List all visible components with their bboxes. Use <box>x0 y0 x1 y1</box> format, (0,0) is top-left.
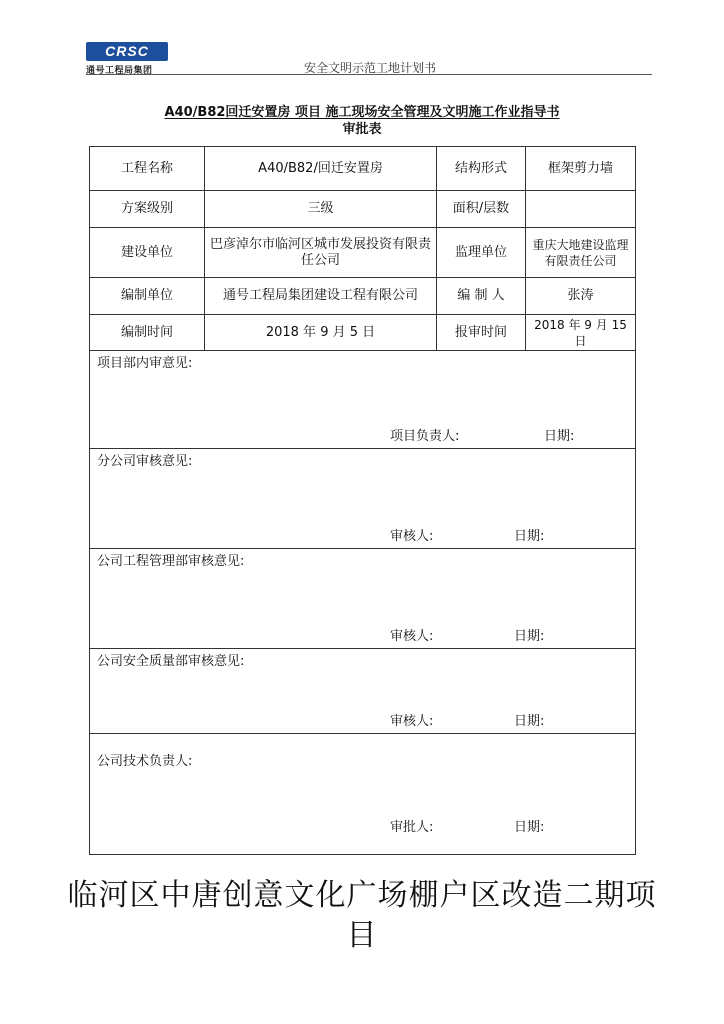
opinion-date: 日期: <box>514 714 545 729</box>
table-row <box>90 734 636 855</box>
table-row <box>90 449 636 549</box>
opinion-signer: 项目负责人: <box>390 429 460 444</box>
label-structure: 结构形式 <box>437 147 526 191</box>
opinion-date: 日期: <box>514 820 545 835</box>
label-client: 建设单位 <box>90 228 205 278</box>
opinion-title: 分公司审核意见: <box>97 454 193 469</box>
opinion-branch <box>90 449 636 549</box>
table-row <box>90 549 636 649</box>
company-logo <box>86 42 172 76</box>
label-plan-level: 方案级别 <box>90 191 205 228</box>
project-name-footer: 临河区中唐创意文化广场棚户区改造二期项目 <box>67 878 657 953</box>
opinion-date: 日期: <box>514 529 545 544</box>
opinion-title: 公司安全质量部审核意见: <box>97 654 245 669</box>
opinion-title: 项目部内审意见: <box>97 356 193 371</box>
opinion-safety-dept <box>90 649 636 734</box>
label-compile-date: 编制时间 <box>90 315 205 351</box>
opinion-title: 公司技术负责人: <box>97 754 193 769</box>
header-title: 安全文明示范工地计划书 <box>303 61 436 75</box>
label-submit-date: 报审时间 <box>437 315 526 351</box>
value-supervisor: 重庆大地建设监理有限责任公司 <box>526 228 636 278</box>
opinion-engineering-dept <box>90 549 636 649</box>
label-author-unit: 编制单位 <box>90 278 205 315</box>
opinion-date: 日期: <box>514 629 545 644</box>
document-title-main: A40/B82回迁安置房 项目 施工现场安全管理及文明施工作业指导书 <box>164 105 560 120</box>
document-title-sub: 审批表 <box>342 122 382 137</box>
table-row <box>90 315 636 351</box>
value-plan-level: 三级 <box>205 191 437 228</box>
opinion-project-dept <box>90 351 636 449</box>
crsc-badge: CRSC <box>86 42 168 61</box>
label-project-name: 工程名称 <box>90 147 205 191</box>
approval-table <box>89 146 636 855</box>
table-row <box>90 191 636 228</box>
opinion-signer: 审核人: <box>390 714 434 729</box>
value-project-name: A40/B82/回迁安置房 <box>205 147 437 191</box>
opinion-signer: 审核人: <box>390 629 434 644</box>
value-area-floors <box>526 191 636 228</box>
value-author: 张涛 <box>526 278 636 315</box>
value-structure: 框架剪力墙 <box>526 147 636 191</box>
label-author: 编 制 人 <box>437 278 526 315</box>
label-area-floors: 面积/层数 <box>437 191 526 228</box>
table-row <box>90 147 636 191</box>
value-compile-date: 2018 年 9 月 5 日 <box>205 315 437 351</box>
value-author-unit: 通号工程局集团建设工程有限公司 <box>205 278 437 315</box>
value-submit-date: 2018 年 9 月 15 日 <box>526 315 636 351</box>
opinion-signer: 审核人: <box>390 529 434 544</box>
logo-company-name: 通号工程局集团 <box>86 66 153 76</box>
table-row <box>90 351 636 449</box>
opinion-technical-lead <box>90 734 636 855</box>
header-divider <box>86 74 652 75</box>
document-title <box>88 104 636 138</box>
table-row <box>90 278 636 315</box>
table-row <box>90 228 636 278</box>
value-client: 巴彦淖尔市临河区城市发展投资有限责任公司 <box>205 228 437 278</box>
label-supervisor: 监理单位 <box>437 228 526 278</box>
opinion-date: 日期: <box>544 429 575 444</box>
table-row <box>90 649 636 734</box>
opinion-title: 公司工程管理部审核意见: <box>97 554 245 569</box>
opinion-signer: 审批人: <box>390 820 434 835</box>
